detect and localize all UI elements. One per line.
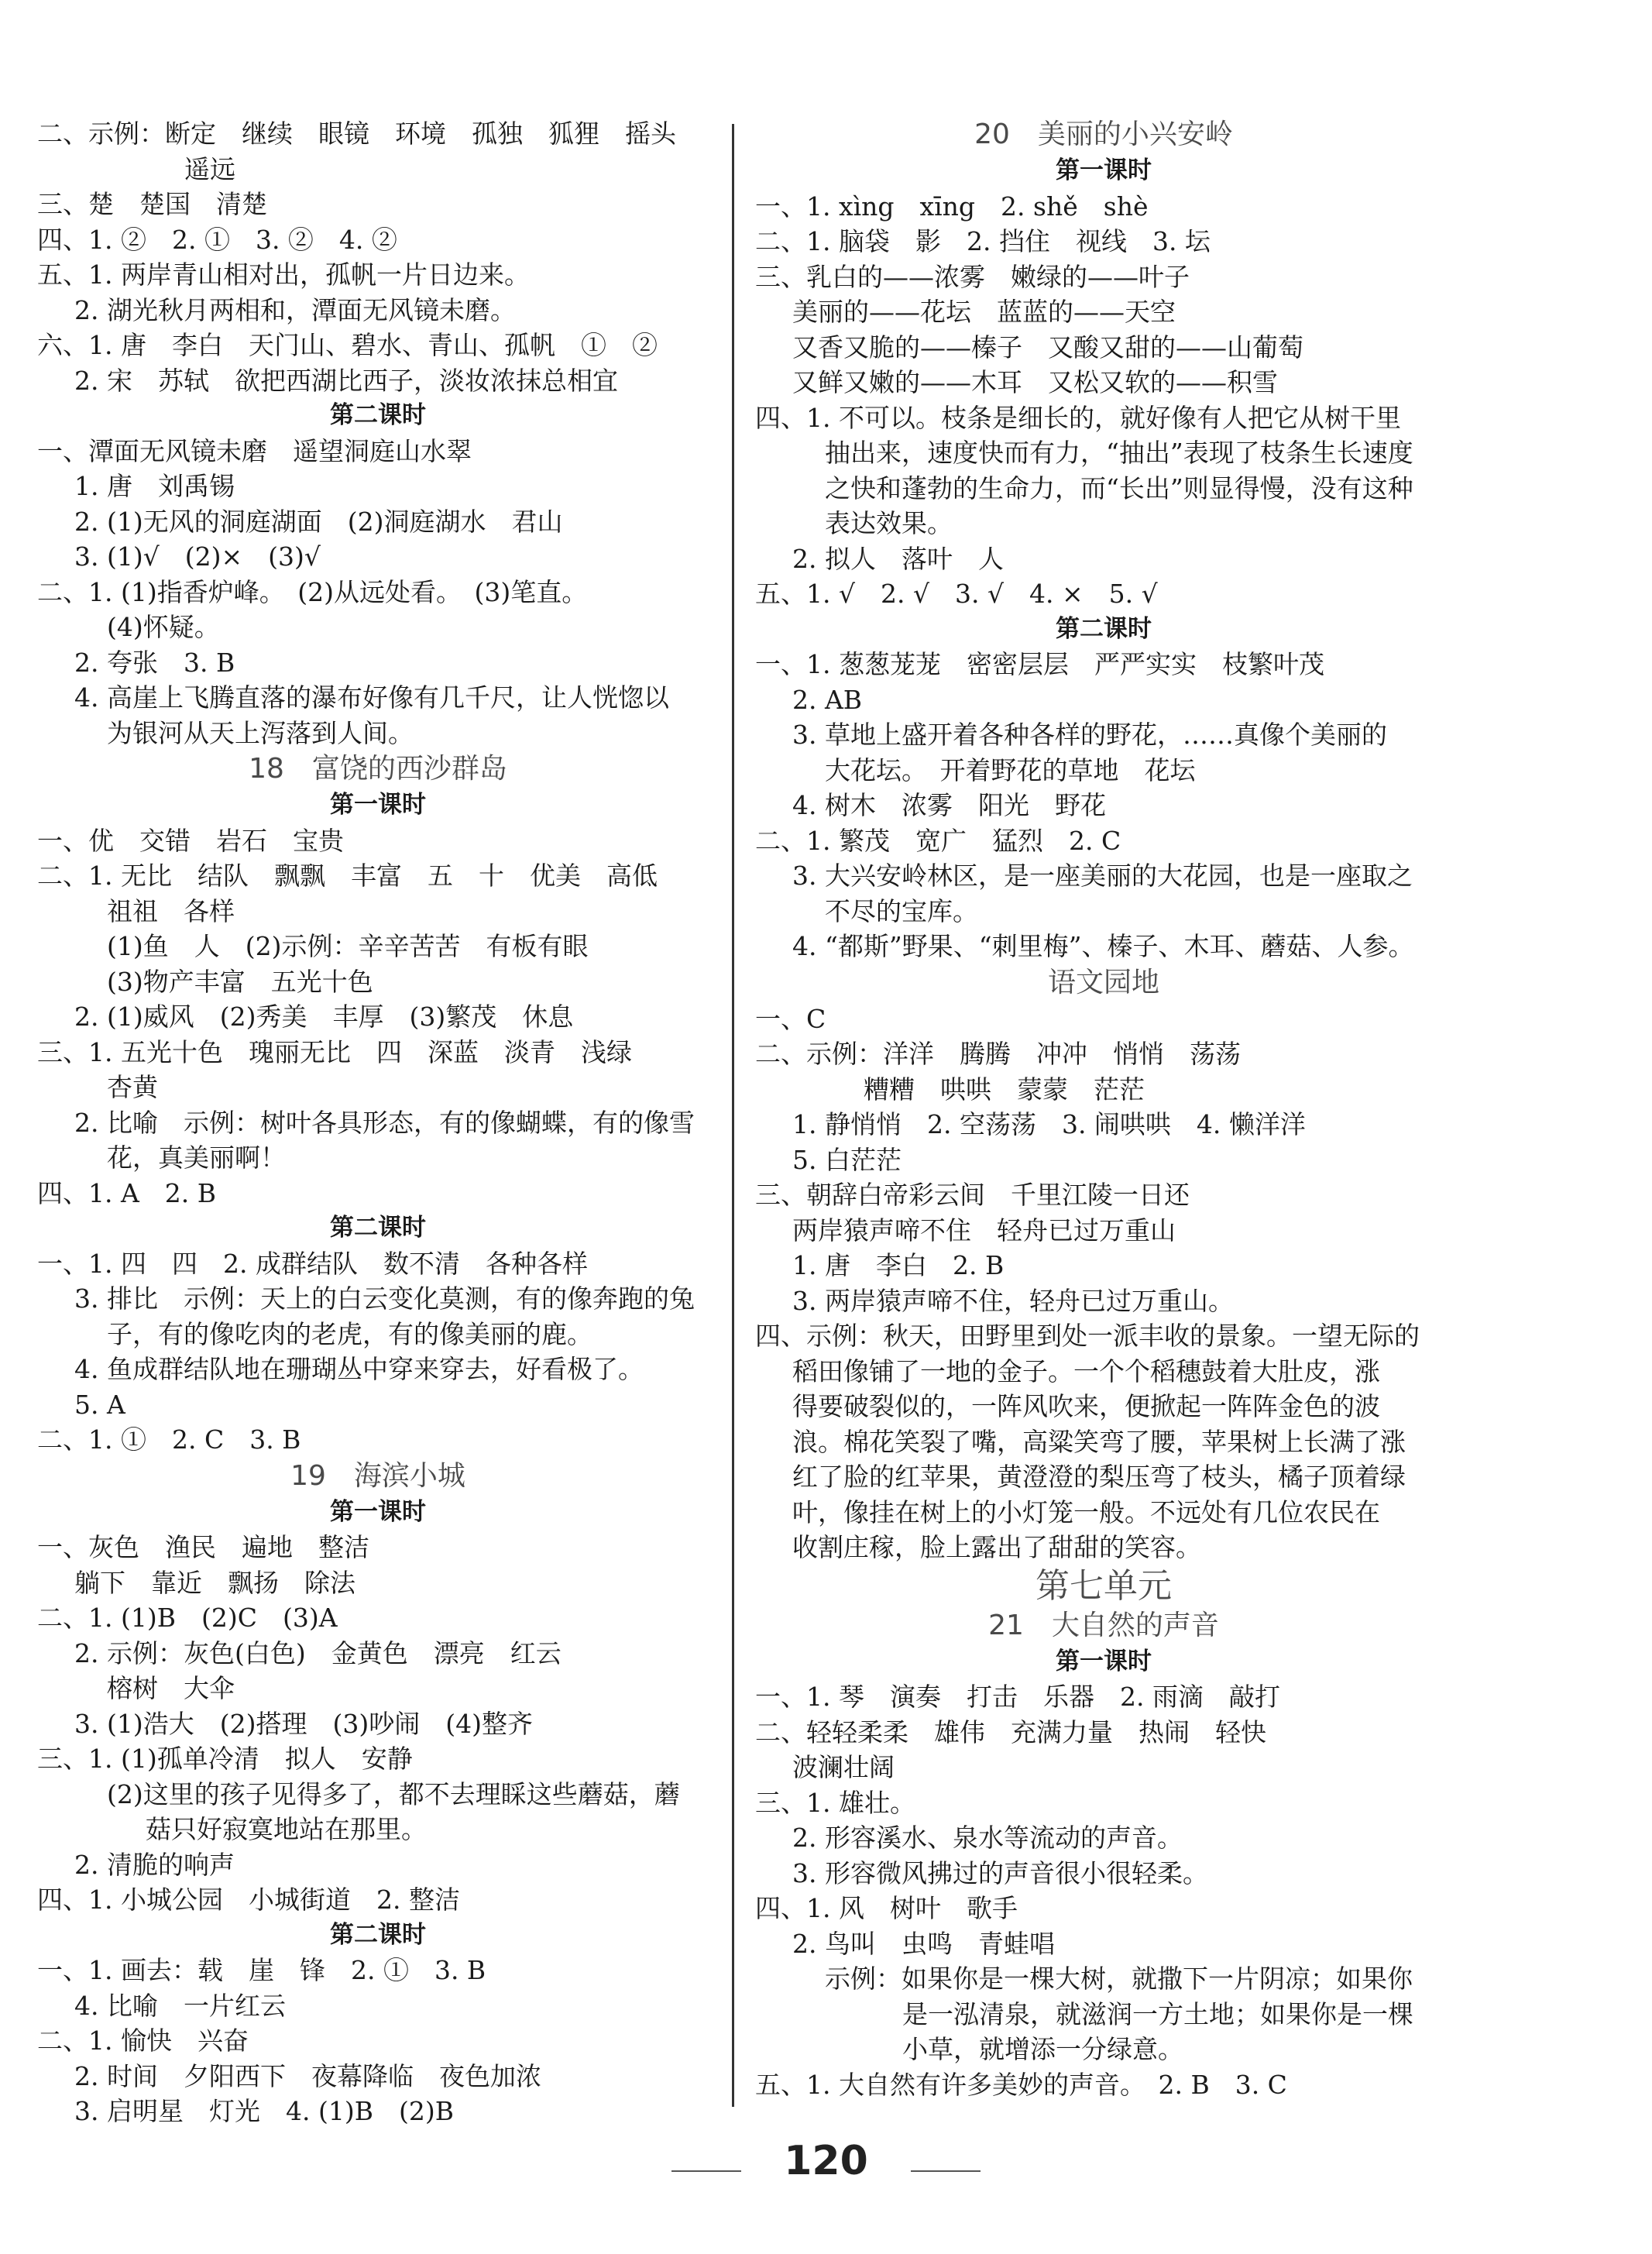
answer-line: 二、示例：洋洋 腾腾 冲冲 悄悄 荡荡 — [755, 1039, 1241, 1069]
answer-line: 2. AB — [792, 684, 863, 715]
section-title: 19 海滨小城 — [290, 1459, 465, 1492]
answer-line: 示例：如果你是一棵大树，就撒下一片阴凉；如果你 — [825, 1964, 1413, 1994]
answer-line: 4. 鱼成群结队地在珊瑚丛中穿来穿去，好看极了。 — [74, 1354, 644, 1384]
answer-line: 3. (1)浩大 (2)搭理 (3)吵闹 (4)整齐 — [74, 1708, 533, 1739]
answer-line: 一、1. 琴 演奏 打击 乐器 2. 雨滴 敲打 — [755, 1682, 1280, 1712]
answer-line: 三、1. 雄壮。 — [755, 1787, 915, 1818]
answer-line: 四、1. 不可以。枝条是细长的，就好像有人把它从树干里 — [755, 402, 1401, 433]
answer-line: 2. 湖光秋月两相和，潭面无风镜未磨。 — [74, 294, 516, 325]
answer-line: 3. 启明星 灯光 4. (1)B (2)B — [74, 2096, 454, 2126]
section-title: 20 美丽的小兴安岭 — [974, 119, 1233, 150]
answer-line: 浪。棉花笑裂了嘴，高粱笑弯了腰，苹果树上长满了涨 — [792, 1426, 1406, 1457]
answer-line: 小草，就增添一分绿意。 — [902, 2034, 1183, 2064]
answer-line: 花，真美丽啊！ — [107, 1142, 286, 1173]
answer-line: 5. A — [74, 1389, 125, 1420]
answer-line: 5. 白茫茫 — [792, 1144, 902, 1175]
answer-line: 二、轻轻柔柔 雄伟 充满力量 热闹 轻快 — [755, 1716, 1266, 1747]
answer-line: 四、1. A 2. B — [37, 1177, 217, 1208]
answer-line: 二、1. 繁茂 宽广 猛烈 2. C — [755, 825, 1121, 856]
answer-line: 2. 比喻 示例：树叶各具形态，有的像蝴蝶，有的像雪 — [74, 1107, 695, 1138]
answer-line: 2. 形容溪水、泉水等流动的声音。 — [792, 1823, 1183, 1853]
answer-line: 4. “都斯”野果、“刺里梅”、榛子、木耳、蘑菇、人参。 — [792, 931, 1414, 961]
answer-line: 二、1. (1)指香炉峰。 (2)从远处看。 (3)笔直。 — [37, 576, 588, 607]
lesson-heading: 第二课时 — [1056, 614, 1152, 643]
footer-rule-left — [671, 2170, 741, 2172]
answer-line: 三、乳白的——浓雾 嫩绿的——叶子 — [755, 261, 1190, 292]
answer-line: 2. (1)无风的洞庭湖面 (2)洞庭湖水 君山 — [74, 506, 563, 537]
answer-line: 六、1. 唐 李白 天门山、碧水、青山、孤帆 ① ② — [37, 330, 658, 360]
answer-line: 2. 鸟叫 虫鸣 青蛙唱 — [792, 1928, 1055, 1959]
answer-line: 二、1. ① 2. C 3. B — [37, 1424, 301, 1455]
answer-line: 菇只好寂寞地站在那里。 — [146, 1814, 427, 1844]
answer-line: 又香又脆的——榛子 又酸又甜的——山葡萄 — [792, 332, 1303, 362]
answer-line: 收割庄稼，脸上露出了甜甜的笑容。 — [792, 1532, 1201, 1562]
answer-line: 三、1. 五光十色 瑰丽无比 四 深蓝 淡青 浅绿 — [37, 1036, 632, 1067]
page-number: 120 — [784, 2138, 868, 2184]
lesson-heading: 第一课时 — [330, 1497, 426, 1526]
answer-line: 四、1. 小城公园 小城街道 2. 整洁 — [37, 1885, 460, 1915]
answer-line: 两岸猿声啼不住 轻舟已过万重山 — [792, 1215, 1176, 1246]
answer-line: 一、潭面无风镜未磨 遥望洞庭山水翠 — [37, 435, 472, 466]
answer-line: 2. 示例：灰色(白色) 金黄色 漂亮 红云 — [74, 1637, 562, 1668]
answer-line: 五、1. √ 2. √ 3. √ 4. × 5. √ — [755, 579, 1158, 609]
footer-rule-right — [911, 2170, 981, 2172]
answer-line: 又鲜又嫩的——木耳 又松又软的——积雪 — [792, 367, 1278, 397]
answer-line: 五、1. 两岸青山相对出，孤帆一片日边来。 — [37, 259, 530, 290]
answer-line: 2. 夸张 3. B — [74, 647, 235, 678]
answer-line: 一、1. 四 四 2. 成群结队 数不清 各种各样 — [37, 1248, 588, 1279]
answer-line: 四、1. 风 树叶 歌手 — [755, 1893, 1018, 1923]
answer-line: 之快和蓬勃的生命力，而“长出”则显得慢，没有这种 — [825, 472, 1413, 503]
answer-line: 表达效果。 — [825, 508, 953, 538]
answer-line: 二、1. 脑袋 影 2. 挡住 视线 3. 坛 — [755, 226, 1211, 256]
answer-line: 得要破裂似的，一阵风吹来，便掀起一阵阵金色的波 — [792, 1391, 1380, 1421]
answer-line: 二、1. 愉快 兴奋 — [37, 2026, 249, 2056]
answer-line: 躺下 靠近 飘扬 除法 — [74, 1567, 355, 1598]
answer-line: 3. 两岸猿声啼不住，轻舟已过万重山。 — [792, 1285, 1234, 1316]
answer-line: 1. 静悄悄 2. 空荡荡 3. 闹哄哄 4. 懒洋洋 — [792, 1109, 1306, 1139]
lesson-heading: 第二课时 — [330, 401, 426, 429]
answer-line: 稻田像铺了一地的金子。一个个稻穗鼓着大肚皮，涨 — [792, 1355, 1380, 1386]
answer-line: 为银河从天上泻落到人间。 — [107, 717, 414, 748]
answer-line: 三、楚 楚国 清楚 — [37, 189, 267, 219]
answer-line: 3. 形容微风拂过的声音很小很轻柔。 — [792, 1857, 1208, 1888]
section-title: 18 富饶的西沙群岛 — [249, 753, 507, 785]
answer-line: 3. 大兴安岭林区，是一座美丽的大花园，也是一座取之 — [792, 861, 1413, 891]
answer-line: 1. 唐 李白 2. B — [792, 1250, 1005, 1280]
answer-line: (4)怀疑。 — [107, 612, 220, 642]
answer-line: (3)物产丰富 五光十色 — [107, 966, 373, 997]
answer-line: 四、示例：秋天，田野里到处一派丰收的景象。一望无际的 — [755, 1321, 1420, 1351]
answer-line: 叶，像挂在树上的小灯笼一般。不远处有几位农民在 — [792, 1496, 1380, 1527]
answer-line: (1)鱼 人 (2)示例：辛辛苦苦 有板有眼 — [107, 931, 589, 961]
answer-line: 三、朝辞白帝彩云间 千里江陵一日还 — [755, 1180, 1190, 1210]
answer-line: 三、1. (1)孤单冷清 拟人 安静 — [37, 1744, 413, 1774]
answer-line: 一、1. 画去：载 崖 锋 2. ① 3. B — [37, 1955, 486, 1985]
answer-line: 波澜壮阔 — [792, 1752, 895, 1782]
answer-line: 二、示例：断定 继续 眼镜 环境 孤独 狐狸 摇头 — [37, 119, 676, 149]
answer-line: 榕树 大伞 — [107, 1673, 235, 1703]
answer-line: 美丽的——花坛 蓝蓝的——天空 — [792, 297, 1176, 327]
answer-line: 杏黄 — [107, 1072, 158, 1102]
answer-line: 一、灰色 渔民 遍地 整洁 — [37, 1532, 369, 1562]
lesson-heading: 第二课时 — [330, 1214, 426, 1242]
answer-line: 四、1. ② 2. ① 3. ② 4. ② — [37, 224, 397, 255]
answer-line: 2. 清脆的响声 — [74, 1849, 235, 1880]
answer-line: 4. 比喻 一片红云 — [74, 1990, 286, 2021]
answer-line: 糟糟 哄哄 蒙蒙 茫茫 — [864, 1074, 1145, 1105]
answer-line: 4. 树木 浓雾 阳光 野花 — [792, 790, 1106, 820]
answer-line: 1. 唐 刘禹锡 — [74, 471, 235, 501]
answer-line: 红了脸的红苹果，黄澄澄的梨压弯了枝头，橘子顶着绿 — [792, 1462, 1406, 1492]
answer-line: (2)这里的孩子见得多了，都不去理睬这些蘑菇，蘑 — [107, 1778, 680, 1809]
right-column — [755, 116, 1452, 2102]
answer-line: 2. 拟人 落叶 人 — [792, 543, 1004, 574]
page-footer — [0, 2138, 1652, 2184]
lesson-heading: 第一课时 — [1056, 1647, 1152, 1675]
answer-line: 是一泓清泉，就滋润一方土地；如果你是一棵 — [902, 1998, 1413, 2029]
answer-line: 一、优 交错 岩石 宝贵 — [37, 825, 344, 856]
answer-line: 3. 草地上盛开着各种各样的野花，……真像个美丽的 — [792, 720, 1387, 750]
answer-line: 一、1. 葱葱茏茏 密密层层 严严实实 枝繁叶茂 — [755, 649, 1324, 679]
answer-line: 二、1. (1)B (2)C (3)A — [37, 1603, 338, 1633]
answer-line: 二、1. 无比 结队 飘飘 丰富 五 十 优美 高低 — [37, 861, 658, 891]
answer-line: 3. (1)√ (2)× (3)√ — [74, 541, 321, 572]
answer-line: 遥远 — [184, 153, 235, 184]
answer-line: 2. 宋 苏轼 欲把西湖比西子，淡妆浓抹总相宜 — [74, 365, 618, 396]
section-title: 21 大自然的声音 — [988, 1609, 1219, 1641]
answer-line: 2. 时间 夕阳西下 夜幕降临 夜色加浓 — [74, 2060, 541, 2091]
answer-line: 一、C — [755, 1003, 826, 1034]
answer-line: 祖祖 各样 — [107, 895, 235, 926]
lesson-heading: 第二课时 — [330, 1920, 426, 1949]
lesson-heading: 第一课时 — [1056, 156, 1152, 184]
answer-line: 大花坛。 开着野花的草地 花坛 — [825, 754, 1196, 785]
column-divider — [732, 124, 734, 2107]
answer-line: 一、1. xìng xīng 2. shě shè — [755, 191, 1149, 222]
answer-line: 3. 排比 示例：天上的白云变化莫测，有的像奔跑的兔 — [74, 1283, 695, 1314]
section-title: 语文园地 — [1047, 966, 1159, 998]
answer-line: 子，有的像吃肉的老虎，有的像美丽的鹿。 — [107, 1318, 592, 1349]
answer-line: 不尽的宝库。 — [825, 895, 978, 926]
answer-line: 抽出来，速度快而有力，“抽出”表现了枝条生长速度 — [825, 438, 1413, 468]
answer-line: 2. (1)威风 (2)秀美 丰厚 (3)繁茂 休息 — [74, 1002, 574, 1032]
lesson-heading: 第一课时 — [330, 791, 426, 819]
left-column — [37, 116, 719, 2129]
answer-line: 五、1. 大自然有许多美妙的声音。 2. B 3. C — [755, 2069, 1287, 2100]
section-title: 第七单元 — [1036, 1565, 1172, 1606]
answer-line: 4. 高崖上飞腾直落的瀑布好像有几千尺，让人恍惚以 — [74, 682, 669, 713]
